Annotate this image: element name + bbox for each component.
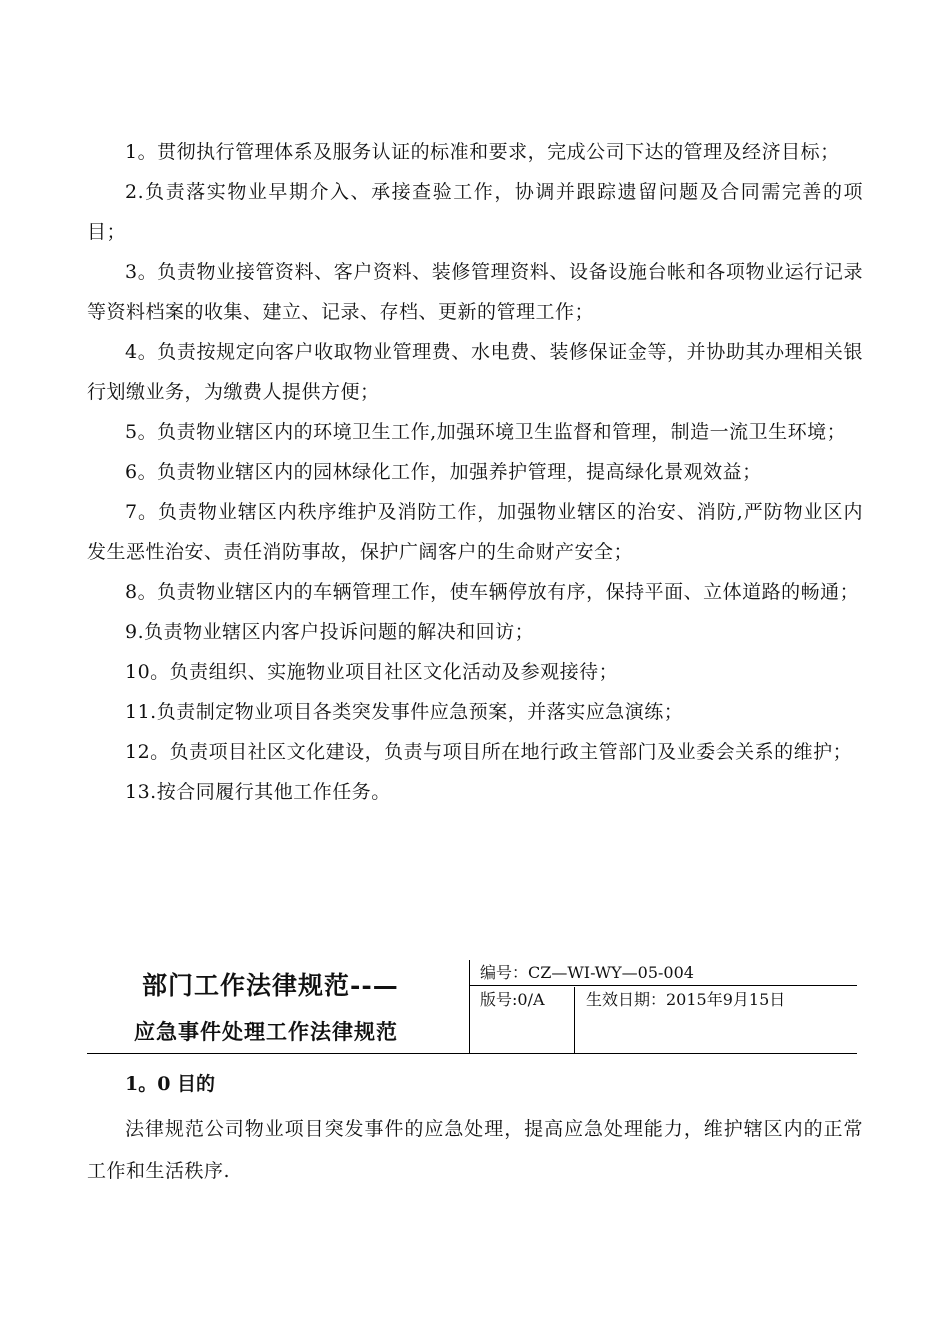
header-title-line2: 应急事件处理工作法律规范	[134, 1019, 398, 1044]
duty-item-4: 4。负责按规定向客户收取物业管理费、水电费、装修保证金等，并协助其办理相关银行划缴业务，为缴费人提供方便；	[87, 341, 863, 403]
duty-item-6: 6。负责物业辖区内的园林绿化工作，加强养护管理，提高绿化景观效益；	[125, 461, 762, 483]
duty-item-1: 1。贯彻执行管理体系及服务认证的标准和要求，完成公司下达的管理及经济目标；	[125, 141, 840, 163]
duty-list	[87, 132, 863, 812]
duty-item-8: 8。负责物业辖区内的车辆管理工作，使车辆停放有序，保持平面、立体道路的畅通；	[125, 581, 860, 603]
version-number: 版号:0/A	[470, 987, 575, 1053]
header-title-cell	[87, 960, 470, 1053]
doc-number: 编号：CZ—WI-WY—05-004	[470, 960, 857, 986]
duty-item-10: 10。负责组织、实施物业项目社区文化活动及参观接待；	[125, 661, 619, 683]
document-header-table	[87, 960, 857, 1054]
purpose-section	[87, 1064, 863, 1192]
duty-item-3: 3。负责物业接管资料、客户资料、装修管理资料、设备设施台帐和各项物业运行记录等资料档案的收集、建立、记录、存档、更新的管理工作；	[87, 261, 863, 323]
duty-item-2: 2.负责落实物业早期介入、承接查验工作，协调并跟踪遗留问题及合同需完善的项目；	[87, 181, 863, 243]
duty-item-9: 9.负责物业辖区内客户投诉问题的解决和回访；	[125, 621, 535, 643]
effective-date: 生效日期：2015年9月15日	[586, 990, 786, 1009]
duty-item-5: 5。负责物业辖区内的环境卫生工作,加强环境卫生监督和管理，制造一流卫生环境；	[125, 421, 847, 443]
header-meta-cell	[470, 960, 857, 1053]
header-meta-row2	[470, 987, 857, 1053]
duty-item-11: 11.负责制定物业项目各类突发事件应急预案，并落实应急演练；	[125, 701, 684, 723]
section-heading: 1。0 目的	[125, 1073, 216, 1095]
duty-item-12: 12。负责项目社区文化建设，负责与项目所在地行政主管部门及业委会关系的维护；	[125, 741, 853, 763]
header-title-line1: 部门工作法律规范--—	[142, 971, 399, 1000]
section-body: 法律规范公司物业项目突发事件的应急处理，提高应急处理能力，维护辖区内的正常工作和生活秩序.	[87, 1118, 863, 1182]
duty-item-7: 7。负责物业辖区内秩序维护及消防工作，加强物业辖区的治安、消防,严防物业区内发生恶性治安、责任消防事故，保护广阔客户的生命财产安全；	[87, 501, 863, 563]
duty-item-13: 13.按合同履行其他工作任务。	[125, 781, 391, 803]
